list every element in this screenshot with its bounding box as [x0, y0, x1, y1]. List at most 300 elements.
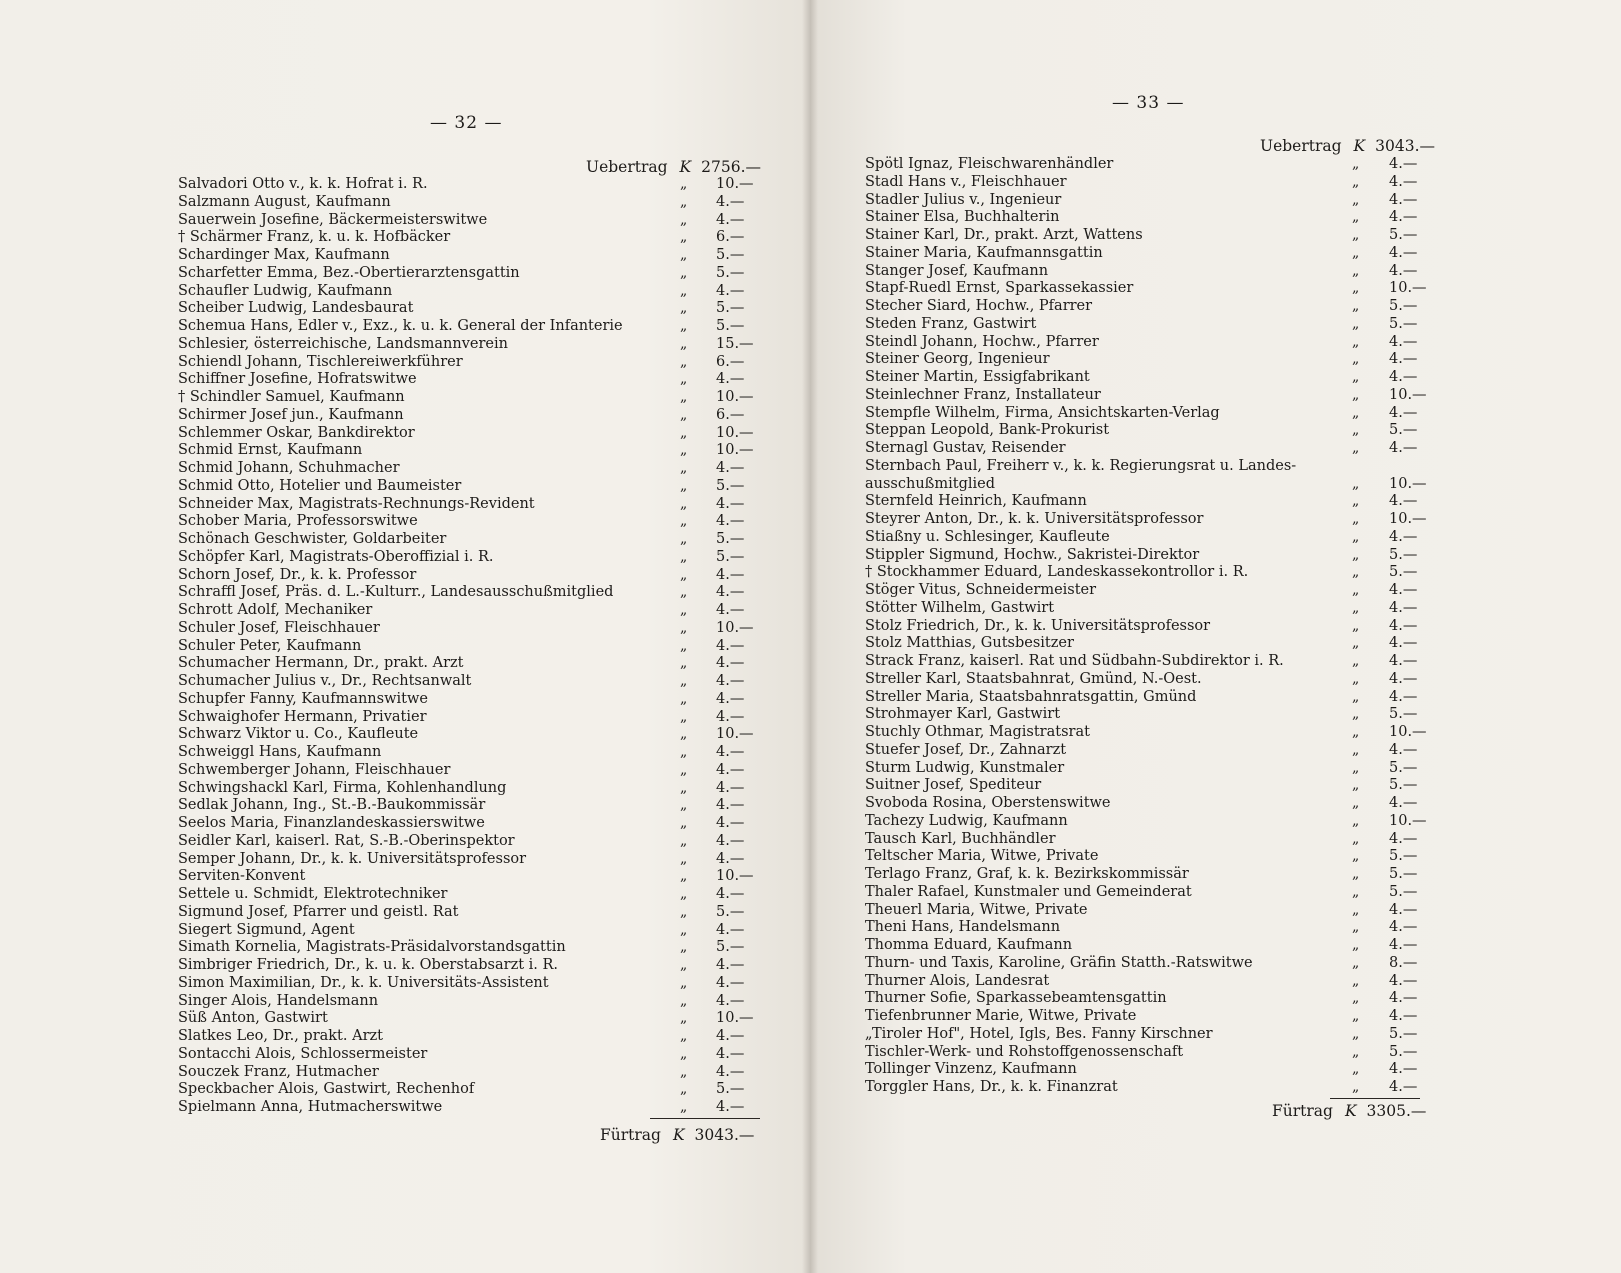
- ditto-mark: „: [680, 637, 688, 654]
- donation-amount: 5.—: [1389, 546, 1418, 563]
- list-item: [865, 351, 1465, 369]
- donor-name: Tischler-Werk- und Rohstoffgenossenschaft: [865, 1043, 1184, 1060]
- ditto-mark: „: [1352, 795, 1360, 811]
- donor-name: Schönach Geschwister, Goldarbeiter: [178, 531, 447, 547]
- list-item: [178, 886, 768, 904]
- donor-name: Stapf-Ruedl Ernst, Sparkassekassier: [865, 280, 1134, 297]
- list-item: [865, 902, 1465, 920]
- ditto-mark: „: [1352, 617, 1360, 634]
- donation-amount: 5.—: [716, 531, 745, 547]
- list-item: [178, 1046, 768, 1064]
- donor-name: Schmid Johann, Schuhmacher: [178, 460, 400, 476]
- donation-amount: 4.—: [716, 761, 745, 778]
- list-item: [865, 174, 1465, 192]
- ditto-mark: „: [1352, 156, 1360, 172]
- ditto-mark: „: [680, 921, 688, 938]
- list-item: [865, 635, 1465, 653]
- donor-name: Sternbach Paul, Freiherr v., k. k. Regierungsrat u. Landes-: [865, 457, 1297, 474]
- donation-amount: 5.—: [1389, 759, 1418, 776]
- list-item: [865, 760, 1465, 778]
- donor-name: Tausch Karl, Buchhändler: [865, 830, 1056, 847]
- ditto-mark: „: [1352, 440, 1360, 456]
- ditto-mark: „: [680, 211, 688, 228]
- list-item: [178, 975, 768, 993]
- list-item: [865, 919, 1465, 937]
- donation-amount: 4.—: [1389, 972, 1418, 989]
- donor-name: † Stockhammer Eduard, Landeskassekontrollor i. R.: [865, 564, 1249, 581]
- list-item: [178, 780, 768, 798]
- ditto-mark: „: [680, 1045, 688, 1062]
- donation-amount: 4.—: [1389, 262, 1418, 279]
- donation-amount: 5.—: [1389, 848, 1418, 865]
- list-item: [178, 904, 768, 922]
- donor-name: Schöpfer Karl, Magistrats-Oberoffizial i. R.: [178, 548, 494, 565]
- donor-name: Singer Alois, Handelsmann: [178, 992, 379, 1009]
- donation-amount: 10.—: [716, 442, 754, 459]
- ditto-mark: „: [1352, 954, 1360, 971]
- currency-symbol: K: [679, 158, 692, 176]
- donation-amount: 5.—: [1389, 422, 1418, 439]
- donor-name: Schneider Max, Magistrats-Rechnungs-Revident: [178, 495, 535, 512]
- donation-amount: 4.—: [1389, 670, 1418, 687]
- ditto-mark: „: [680, 1028, 688, 1044]
- donation-amount: 4.—: [716, 690, 745, 707]
- donation-amount: 4.—: [1389, 333, 1418, 350]
- donor-name: Theni Hans, Handelsmann: [865, 919, 1061, 936]
- donor-name: Terlago Franz, Graf, k. k. Bezirkskommissär: [865, 866, 1189, 882]
- carry-out-label: Fürtrag: [1272, 1102, 1333, 1120]
- ditto-mark: „: [680, 566, 688, 583]
- carry-in-label: Uebertrag: [586, 158, 668, 176]
- donation-amount: 5.—: [1389, 1043, 1418, 1060]
- donation-amount: 10.—: [1389, 511, 1427, 527]
- ditto-mark: „: [1352, 901, 1360, 918]
- donor-name: Schorn Josef, Dr., k. k. Professor: [178, 566, 417, 583]
- list-item: [178, 389, 768, 407]
- donation-amount: 4.—: [716, 673, 745, 689]
- donation-amount: 4.—: [716, 815, 745, 831]
- ditto-mark: „: [1352, 351, 1360, 368]
- carry-in: [1260, 137, 1435, 155]
- ditto-mark: „: [680, 619, 688, 636]
- ditto-mark: „: [680, 832, 688, 849]
- donation-amount: 5.—: [1389, 777, 1418, 794]
- list-item: [178, 762, 768, 780]
- list-item: [178, 584, 768, 602]
- donor-name: Stöger Vitus, Schneidermeister: [865, 582, 1097, 598]
- donation-amount: 10.—: [1389, 812, 1427, 829]
- ditto-mark: „: [1352, 599, 1360, 616]
- ditto-mark: „: [680, 460, 688, 476]
- carry-out: [1272, 1102, 1426, 1120]
- donation-amount: 4.—: [716, 1045, 745, 1062]
- donor-name: Steppan Leopold, Bank-Prokurist: [865, 422, 1110, 439]
- ditto-mark: „: [1352, 812, 1360, 829]
- donation-amount: 4.—: [716, 921, 745, 938]
- ditto-mark: „: [680, 850, 688, 867]
- ditto-mark: „: [1352, 670, 1360, 687]
- donor-name: Schwarz Viktor u. Co., Kaufleute: [178, 726, 419, 743]
- donor-name: Schweiggl Hans, Kaufmann: [178, 744, 382, 760]
- donation-amount: 6.—: [716, 229, 745, 246]
- donation-amount: 4.—: [716, 886, 745, 902]
- list-item: [865, 1079, 1465, 1097]
- list-item: [178, 460, 768, 478]
- donation-amount: 10.—: [716, 1010, 754, 1027]
- donor-name: Steindl Johann, Hochw., Pfarrer: [865, 333, 1099, 350]
- ditto-mark: „: [680, 726, 688, 743]
- donation-amount: 5.—: [716, 477, 745, 494]
- list-item: [865, 973, 1465, 991]
- list-item: [865, 1026, 1465, 1044]
- ditto-mark: „: [1352, 475, 1360, 492]
- carry-out-amount: 3305.—: [1366, 1102, 1427, 1120]
- ditto-mark: „: [680, 797, 688, 814]
- list-item: [865, 476, 1465, 494]
- donor-name: Schrott Adolf, Mechaniker: [178, 602, 373, 618]
- donation-amount: 5.—: [716, 264, 745, 281]
- donor-name: Schwemberger Johann, Fleischhauer: [178, 761, 451, 778]
- ditto-mark: „: [680, 371, 688, 388]
- list-item: [865, 582, 1465, 600]
- list-item: [178, 354, 768, 372]
- donor-name: Steden Franz, Gastwirt: [865, 315, 1037, 332]
- donor-name: ausschußmitglied: [865, 475, 995, 492]
- donor-name: Tachezy Ludwig, Kaufmann: [865, 812, 1068, 829]
- donor-name: Thomma Eduard, Kaufmann: [865, 937, 1073, 953]
- donation-amount: 4.—: [1389, 653, 1418, 669]
- donation-amount: 4.—: [1389, 244, 1418, 261]
- donor-name: Stempfle Wilhelm, Firma, Ansichtskarten-Verlag: [865, 404, 1220, 421]
- donation-amount: 5.—: [1389, 564, 1418, 581]
- donor-name: Stuchly Othmar, Magistratsrat: [865, 724, 1090, 740]
- donor-name: Schumacher Julius v., Dr., Rechtsanwalt: [178, 673, 472, 689]
- list-item: [178, 868, 768, 886]
- donor-name: Schober Maria, Professorswitwe: [178, 513, 418, 530]
- list-item: [178, 176, 768, 194]
- donor-name: Strack Franz, kaiserl. Rat und Südbahn-Subdirektor i. R.: [865, 653, 1284, 669]
- ditto-mark: „: [1352, 298, 1360, 314]
- book-gutter: [802, 0, 818, 1273]
- donor-name: Salvadori Otto v., k. k. Hofrat i. R.: [178, 176, 428, 192]
- ditto-mark: „: [680, 477, 688, 494]
- list-item: [178, 833, 768, 851]
- list-item: [865, 795, 1465, 813]
- ditto-mark: „: [1352, 1043, 1360, 1060]
- ditto-mark: „: [1352, 830, 1360, 847]
- list-item: [178, 1081, 768, 1099]
- ditto-mark: „: [1352, 209, 1360, 226]
- ditto-mark: „: [1352, 546, 1360, 563]
- donor-name: Slatkes Leo, Dr., prakt. Arzt: [178, 1028, 383, 1044]
- donation-amount: 10.—: [716, 176, 754, 192]
- donor-name: Schmid Otto, Hotelier und Baumeister: [178, 477, 462, 494]
- donation-amount: 5.—: [716, 1081, 745, 1098]
- ditto-mark: „: [680, 1063, 688, 1080]
- donation-amount: 4.—: [716, 602, 745, 618]
- ditto-mark: „: [1352, 369, 1360, 385]
- ditto-mark: „: [1352, 653, 1360, 669]
- donation-amount: 10.—: [1389, 280, 1427, 297]
- list-item: [865, 653, 1465, 671]
- donation-amount: 5.—: [1389, 1025, 1418, 1042]
- list-item: [865, 547, 1465, 565]
- carry-in: [586, 158, 761, 176]
- list-item: [865, 405, 1465, 423]
- ditto-mark: „: [1352, 173, 1360, 190]
- currency-symbol: K: [1353, 137, 1366, 155]
- donation-amount: 6.—: [716, 353, 745, 370]
- list-item: [865, 848, 1465, 866]
- ditto-mark: „: [1352, 990, 1360, 1007]
- list-item: [178, 620, 768, 638]
- ditto-mark: „: [680, 531, 688, 547]
- ditto-mark: „: [680, 193, 688, 210]
- list-item: [865, 440, 1465, 458]
- donor-name: Simbriger Friedrich, Dr., k. u. k. Oberstabsarzt i. R.: [178, 957, 559, 973]
- list-item: [178, 442, 768, 460]
- donation-amount: 15.—: [716, 335, 754, 352]
- donor-name: Torggler Hans, Dr., k. k. Finanzrat: [865, 1079, 1118, 1095]
- ditto-mark: „: [680, 779, 688, 796]
- donor-name: Strohmayer Karl, Gastwirt: [865, 706, 1061, 723]
- ditto-mark: „: [680, 886, 688, 902]
- donor-name: Simath Kornelia, Magistrats-Präsidalvorstandsgattin: [178, 939, 566, 956]
- donor-name: Stainer Maria, Kaufmannsgattin: [865, 244, 1103, 261]
- donor-name: Thurner Alois, Landesrat: [865, 972, 1050, 989]
- ditto-mark: „: [1352, 493, 1360, 510]
- donation-amount: 4.—: [716, 1063, 745, 1080]
- donation-amount: 4.—: [1389, 440, 1418, 456]
- carry-out: [600, 1126, 754, 1144]
- donor-name: Stippler Sigmund, Hochw., Sakristei-Direktor: [865, 546, 1200, 563]
- ditto-mark: „: [680, 335, 688, 352]
- list-item: [865, 1044, 1465, 1062]
- donation-amount: 4.—: [716, 1099, 745, 1115]
- ditto-mark: „: [680, 353, 688, 370]
- donor-name: Stiaßny u. Schlesinger, Kaufleute: [865, 528, 1110, 545]
- ditto-mark: „: [1352, 866, 1360, 882]
- donor-name: Scheiber Ludwig, Landesbaurat: [178, 300, 414, 317]
- ditto-mark: „: [1352, 422, 1360, 439]
- list-item: [865, 209, 1465, 227]
- ditto-mark: „: [680, 229, 688, 246]
- donation-amount: 10.—: [716, 868, 754, 885]
- donation-amount: 4.—: [1389, 369, 1418, 385]
- donor-name: Steyrer Anton, Dr., k. k. Universitätsprofessor: [865, 511, 1204, 527]
- donor-name: Schlemmer Oskar, Bankdirektor: [178, 424, 415, 441]
- list-item: [178, 655, 768, 673]
- list-item: [865, 813, 1465, 831]
- ditto-mark: „: [1352, 280, 1360, 297]
- ditto-mark: „: [680, 1010, 688, 1027]
- donor-name: Svoboda Rosina, Oberstenswitwe: [865, 795, 1111, 811]
- donation-amount: 4.—: [716, 513, 745, 530]
- donation-amount: 4.—: [716, 744, 745, 760]
- donor-name: Schardinger Max, Kaufmann: [178, 247, 390, 263]
- donation-amount: 5.—: [1389, 227, 1418, 243]
- donor-name: Stecher Siard, Hochw., Pfarrer: [865, 298, 1093, 314]
- ditto-mark: „: [1352, 404, 1360, 421]
- donation-amount: 4.—: [1389, 209, 1418, 226]
- list-item: [865, 369, 1465, 387]
- donor-name: Schumacher Hermann, Dr., prakt. Arzt: [178, 655, 464, 672]
- ditto-mark: „: [1352, 777, 1360, 794]
- ditto-mark: „: [680, 868, 688, 885]
- donation-amount: 4.—: [716, 371, 745, 388]
- donor-name: Stuefer Josef, Dr., Zahnarzt: [865, 741, 1067, 758]
- donation-amount: 4.—: [716, 850, 745, 867]
- list-item: [865, 706, 1465, 724]
- donation-amount: 4.—: [1389, 741, 1418, 758]
- list-item: [178, 318, 768, 336]
- ditto-mark: „: [680, 584, 688, 601]
- donation-amount: 10.—: [716, 424, 754, 441]
- donor-name: Sauerwein Josefine, Bäckermeisterswitwe: [178, 211, 488, 228]
- donor-name: Seelos Maria, Finanzlandeskassierswitwe: [178, 815, 485, 831]
- list-item: [178, 194, 768, 212]
- list-item: [178, 300, 768, 318]
- donor-name: Serviten-Konvent: [178, 868, 306, 885]
- list-item: [865, 564, 1465, 582]
- ditto-mark: „: [680, 708, 688, 725]
- list-item: [178, 336, 768, 354]
- ditto-mark: „: [1352, 706, 1360, 723]
- donation-amount: 4.—: [1389, 1008, 1418, 1024]
- donation-amount: 4.—: [716, 460, 745, 476]
- list-item: [865, 387, 1465, 405]
- ditto-mark: „: [680, 903, 688, 920]
- ditto-mark: „: [680, 513, 688, 530]
- donor-name: Salzmann August, Kaufmann: [178, 193, 391, 210]
- donor-name: Thurn- und Taxis, Karoline, Gräfin Statth.-Ratswitwe: [865, 954, 1253, 971]
- ditto-mark: „: [1352, 262, 1360, 279]
- donor-name: Sternagl Gustav, Reisender: [865, 440, 1066, 456]
- donor-name: Siegert Sigmund, Agent: [178, 921, 355, 938]
- list-item: [178, 797, 768, 815]
- list-item: [178, 265, 768, 283]
- list-item: [865, 280, 1465, 298]
- list-item: [178, 939, 768, 957]
- ditto-mark: „: [1352, 227, 1360, 243]
- donor-name: Schiffner Josefine, Hofratswitwe: [178, 371, 417, 388]
- ditto-mark: „: [1352, 1008, 1360, 1024]
- donor-name: Stötter Wilhelm, Gastwirt: [865, 599, 1055, 616]
- list-item: [178, 407, 768, 425]
- ditto-mark: „: [1352, 741, 1360, 758]
- donor-name: Tollinger Vinzenz, Kaufmann: [865, 1061, 1077, 1078]
- list-item: [178, 371, 768, 389]
- list-item: [865, 955, 1465, 973]
- donor-name: Stainer Elsa, Buchhalterin: [865, 209, 1060, 226]
- list-item: [865, 600, 1465, 618]
- sum-rule: [1330, 1098, 1420, 1099]
- ditto-mark: „: [680, 992, 688, 1009]
- ditto-mark: „: [1352, 724, 1360, 740]
- carry-out-label: Fürtrag: [600, 1126, 661, 1144]
- list-item: [865, 263, 1465, 281]
- donor-name: Souczek Franz, Hutmacher: [178, 1063, 379, 1080]
- donation-amount: 4.—: [716, 1028, 745, 1044]
- donor-name: Schuler Peter, Kaufmann: [178, 637, 362, 654]
- donor-name: Schraffl Josef, Präs. d. L.-Kulturr., Landesausschußmitglied: [178, 584, 614, 601]
- ditto-mark: „: [680, 744, 688, 760]
- list-item: [178, 531, 768, 549]
- ditto-mark: „: [1352, 511, 1360, 527]
- donor-name: Sturm Ludwig, Kunstmaler: [865, 759, 1065, 776]
- donation-amount: 4.—: [1389, 599, 1418, 616]
- ditto-mark: „: [1352, 635, 1360, 652]
- list-item: [865, 156, 1465, 174]
- donor-name: Spielmann Anna, Hutmacherswitwe: [178, 1099, 443, 1115]
- ditto-mark: „: [680, 318, 688, 334]
- list-item: [178, 212, 768, 230]
- currency-symbol: K: [1344, 1102, 1357, 1120]
- donation-amount: 4.—: [716, 957, 745, 973]
- carry-out-amount: 3043.—: [694, 1126, 755, 1144]
- ditto-mark: „: [680, 247, 688, 263]
- donor-name: Spötl Ignaz, Fleischwarenhändler: [865, 156, 1114, 172]
- ditto-mark: „: [1352, 848, 1360, 865]
- donor-name: „Tiroler Hof", Hotel, Igls, Bes. Fanny Kirschner: [865, 1025, 1213, 1042]
- donation-amount: 4.—: [716, 708, 745, 725]
- donor-name: Stadler Julius v., Ingenieur: [865, 191, 1062, 208]
- donation-amount: 10.—: [1389, 724, 1427, 740]
- ditto-mark: „: [680, 815, 688, 831]
- donor-name: Schaufler Ludwig, Kaufmann: [178, 282, 393, 299]
- donation-amount: 4.—: [716, 193, 745, 210]
- list-item: [178, 1064, 768, 1082]
- list-item: [865, 990, 1465, 1008]
- donation-amount: 10.—: [716, 726, 754, 743]
- list-item: [178, 922, 768, 940]
- ditto-mark: „: [680, 1099, 688, 1115]
- donation-amount: 4.—: [716, 655, 745, 672]
- donation-amount: 6.—: [716, 406, 745, 423]
- donation-amount: 4.—: [1389, 404, 1418, 421]
- donation-amount: 4.—: [716, 495, 745, 512]
- list-item: [178, 549, 768, 567]
- donor-name: Schlesier, österreichische, Landsmannverein: [178, 335, 508, 352]
- ditto-mark: „: [1352, 972, 1360, 989]
- donation-amount: 5.—: [1389, 706, 1418, 723]
- ditto-mark: „: [680, 282, 688, 299]
- donation-amount: 4.—: [1389, 990, 1418, 1007]
- list-item: [865, 866, 1465, 884]
- list-item: [178, 496, 768, 514]
- donor-name: Streller Maria, Staatsbahnratsgattin, Gmünd: [865, 688, 1197, 705]
- donor-name: Settele u. Schmidt, Elektrotechniker: [178, 886, 448, 902]
- ditto-mark: „: [680, 442, 688, 459]
- list-item: [865, 458, 1465, 476]
- donor-name: Schupfer Fanny, Kaufmannswitwe: [178, 690, 428, 707]
- list-item: [865, 422, 1465, 440]
- list-item: [865, 227, 1465, 245]
- donor-name: Thurner Sofie, Sparkassebeamtensgattin: [865, 990, 1167, 1007]
- donation-amount: 5.—: [716, 300, 745, 317]
- donor-name: Schmid Ernst, Kaufmann: [178, 442, 363, 459]
- donation-amount: 10.—: [1389, 386, 1427, 403]
- ditto-mark: „: [1352, 1079, 1360, 1095]
- donor-name: Sigmund Josef, Pfarrer und geistl. Rat: [178, 903, 459, 920]
- donation-amount: 5.—: [1389, 866, 1418, 882]
- right-page: [810, 0, 1621, 1273]
- donation-amount: 5.—: [716, 318, 745, 334]
- list-item: [865, 831, 1465, 849]
- ditto-mark: „: [1352, 386, 1360, 403]
- donor-name: Stolz Friedrich, Dr., k. k. Universitätsprofessor: [865, 617, 1211, 634]
- donor-name: Süß Anton, Gastwirt: [178, 1010, 328, 1027]
